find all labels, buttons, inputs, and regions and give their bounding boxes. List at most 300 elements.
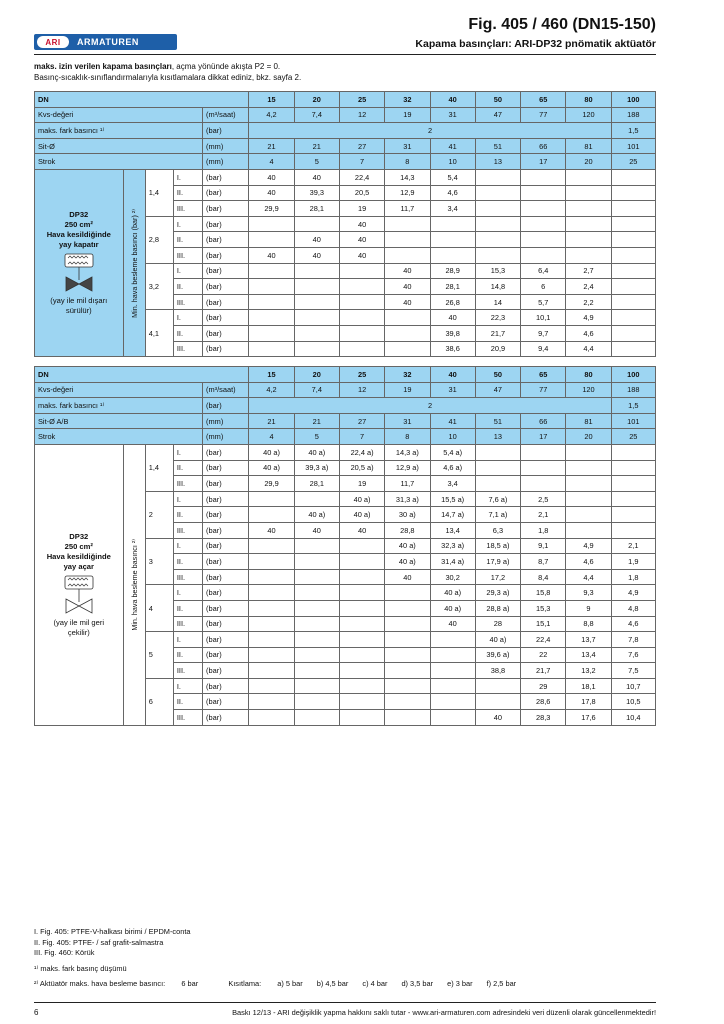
pressure-value: [611, 522, 655, 538]
dn-header-cell: 20: [294, 367, 339, 383]
pressure-value: 4,6: [430, 185, 475, 201]
unit-cell: (bar): [203, 201, 249, 217]
pressure-value: [566, 216, 611, 232]
closing-pressure-table-spring-opens: [34, 366, 656, 726]
spec-span-value: 2: [249, 398, 611, 414]
pressure-value: 15,3: [475, 263, 520, 279]
pressure-value: 28,1: [430, 279, 475, 295]
pressure-value: 6,3: [475, 522, 520, 538]
pressure-value: 28,9: [430, 263, 475, 279]
pressure-value: 28: [475, 616, 520, 632]
pressure-value: 40 a): [475, 632, 520, 648]
pressure-value: 8,8: [566, 616, 611, 632]
pressure-value: [611, 444, 655, 460]
pressure-value: 8,7: [521, 554, 566, 570]
spec-value: 120: [566, 107, 611, 123]
pressure-value: 28,8 a): [475, 600, 520, 616]
pressure-value: [521, 232, 566, 248]
material-code: I.: [173, 678, 202, 694]
pressure-value: 4,6: [611, 616, 655, 632]
pressure-value: [475, 678, 520, 694]
pressure-value: 10,5: [611, 694, 655, 710]
pressure-value: [611, 169, 655, 185]
pressure-value: 40: [430, 616, 475, 632]
pressure-value: [294, 294, 339, 310]
pressure-value: [294, 694, 339, 710]
pressure-value: 7,8: [611, 632, 655, 648]
restriction-item: b) 4,5 bar: [316, 979, 349, 989]
supply-pressure: 5: [145, 632, 173, 679]
unit-cell: (bar): [203, 263, 249, 279]
spec-value: 13: [475, 429, 520, 445]
dn-header-cell: 65: [521, 367, 566, 383]
pressure-value: 40: [249, 169, 294, 185]
pressure-value: [566, 201, 611, 217]
pressure-value: 21,7: [475, 325, 520, 341]
pressure-value: [385, 600, 430, 616]
pressure-value: 40: [249, 185, 294, 201]
spec-value: 81: [566, 138, 611, 154]
pressure-value: 31,3 a): [385, 491, 430, 507]
pressure-value: 29,9: [249, 201, 294, 217]
pressure-value: [249, 554, 294, 570]
spec-value: 31: [430, 382, 475, 398]
spec-value: 81: [566, 413, 611, 429]
spec-value: 4: [249, 154, 294, 170]
pressure-value: 40 a): [430, 585, 475, 601]
pressure-value: [294, 678, 339, 694]
dn-header-cell: 80: [566, 367, 611, 383]
pressure-value: 28,1: [294, 476, 339, 492]
actuator-cell: [35, 444, 124, 725]
dn-header-cell: 20: [294, 92, 339, 108]
pressure-value: [566, 444, 611, 460]
spec-value: 31: [385, 413, 430, 429]
pressure-value: 38,8: [475, 663, 520, 679]
pressure-value: [339, 279, 384, 295]
pressure-value: [294, 600, 339, 616]
pressure-value: 40 a): [385, 538, 430, 554]
footnote-2-value: 6 bar: [181, 979, 199, 989]
ari-logo: [34, 34, 177, 50]
footer-text: Baskı 12/13 - ARI değişiklik yapma hakkını saklı tutar - www.ari-armaturen.com adresindeki veri düzenli olarak güncellenmektedir!: [232, 1008, 656, 1017]
actuator-desc-2: yay açar: [63, 561, 94, 571]
spec-row: [35, 413, 656, 429]
dn-header-cell: 40: [430, 367, 475, 383]
pressure-value: 30,2: [430, 569, 475, 585]
pressure-value: 40: [339, 232, 384, 248]
pressure-value: 9,3: [566, 585, 611, 601]
pressure-value: [430, 216, 475, 232]
spec-unit: (m³/saat): [203, 107, 249, 123]
pressure-value: [249, 341, 294, 357]
pressure-value: 4,9: [566, 538, 611, 554]
pressure-row: [35, 169, 656, 185]
pressure-value: [475, 694, 520, 710]
unit-cell: (bar): [203, 522, 249, 538]
pressure-value: [566, 185, 611, 201]
unit-cell: (bar): [203, 632, 249, 648]
pressure-value: 40: [294, 247, 339, 263]
pressure-value: [249, 663, 294, 679]
unit-cell: (bar): [203, 247, 249, 263]
note-material-3: III. Fig. 460: Körük: [34, 948, 95, 958]
pressure-value: 7,1 a): [475, 507, 520, 523]
material-code: I.: [173, 632, 202, 648]
pressure-value: [385, 678, 430, 694]
pressure-value: [249, 216, 294, 232]
pressure-value: [294, 279, 339, 295]
pressure-value: [385, 632, 430, 648]
pressure-value: [385, 247, 430, 263]
pressure-value: 17,8: [566, 694, 611, 710]
pressure-value: [566, 232, 611, 248]
spec-value: 7,4: [294, 382, 339, 398]
pressure-value: 9,4: [521, 341, 566, 357]
material-code: III.: [173, 663, 202, 679]
valve-spring-closes-icon: [62, 253, 96, 293]
pressure-value: 21,7: [521, 663, 566, 679]
material-code: II.: [173, 325, 202, 341]
spec-unit: (mm): [203, 413, 249, 429]
pressure-value: 14,3 a): [385, 444, 430, 460]
actuator-area: 250 cm²: [64, 541, 93, 551]
spec-value: 47: [475, 382, 520, 398]
pressure-value: [249, 616, 294, 632]
pressure-value: 15,1: [521, 616, 566, 632]
pressure-value: [294, 216, 339, 232]
actuator-note: (yay ile mil geri çekilir): [53, 617, 105, 637]
unit-cell: (bar): [203, 585, 249, 601]
spec-label: Kvs-değeri: [35, 107, 203, 123]
pressure-value: 40 a): [430, 600, 475, 616]
pressure-value: [294, 663, 339, 679]
material-code: I.: [173, 216, 202, 232]
actuator-desc-1: Hava kesildiğinde: [46, 230, 111, 240]
pressure-value: 28,1: [294, 201, 339, 217]
pressure-value: 4,6: [566, 325, 611, 341]
spec-value: 31: [430, 107, 475, 123]
pressure-value: [339, 710, 384, 726]
dn-header-cell: 80: [566, 92, 611, 108]
unit-cell: (bar): [203, 507, 249, 523]
pressure-value: [611, 507, 655, 523]
spec-value: 1,5: [611, 398, 655, 414]
pressure-value: 39,8: [430, 325, 475, 341]
spec-value: 20: [566, 154, 611, 170]
material-code: II.: [173, 185, 202, 201]
spec-value: 21: [249, 138, 294, 154]
unit-cell: (bar): [203, 310, 249, 326]
pressure-value: [385, 325, 430, 341]
pressure-value: 1,8: [611, 569, 655, 585]
pressure-value: 31,4 a): [430, 554, 475, 570]
spec-unit: (mm): [203, 138, 249, 154]
spec-value: 20: [566, 429, 611, 445]
unit-cell: (bar): [203, 491, 249, 507]
pressure-value: [611, 460, 655, 476]
dn-header-cell: 15: [249, 92, 294, 108]
pressure-value: [385, 710, 430, 726]
restriction-item: e) 3 bar: [447, 979, 473, 989]
material-code: II.: [173, 694, 202, 710]
actuator-desc-2: yay kapatır: [58, 240, 99, 250]
unit-cell: (bar): [203, 185, 249, 201]
page-subtitle: Kapama basınçları: ARI-DP32 pnömatik aktüatör: [415, 38, 656, 50]
spec-value: 188: [611, 382, 655, 398]
spec-value: 21: [294, 413, 339, 429]
pressure-value: [430, 694, 475, 710]
pressure-value: 4,9: [566, 310, 611, 326]
pressure-value: [521, 444, 566, 460]
material-code: III.: [173, 569, 202, 585]
pressure-value: 40: [430, 310, 475, 326]
spec-value: 47: [475, 107, 520, 123]
pressure-value: [475, 185, 520, 201]
restriction-item: c) 4 bar: [362, 979, 388, 989]
pressure-value: [294, 569, 339, 585]
spec-span-value: 2: [249, 123, 611, 139]
pressure-value: 3,4: [430, 476, 475, 492]
pressure-value: [249, 694, 294, 710]
pressure-value: [249, 491, 294, 507]
pressure-value: 28,8: [385, 522, 430, 538]
dn-header-cell: 100: [611, 92, 655, 108]
unit-cell: (bar): [203, 444, 249, 460]
spec-label: Strok: [35, 154, 203, 170]
pressure-value: 11,7: [385, 201, 430, 217]
pressure-value: [339, 538, 384, 554]
pressure-value: [611, 491, 655, 507]
pressure-value: 39,6 a): [475, 647, 520, 663]
spec-unit: (m³/saat): [203, 382, 249, 398]
material-code: III.: [173, 341, 202, 357]
spec-row: [35, 123, 656, 139]
pressure-value: 38,6: [430, 341, 475, 357]
actuator-area: 250 cm²: [64, 220, 93, 230]
pressure-value: [385, 310, 430, 326]
pressure-value: 40: [475, 710, 520, 726]
spec-value: 12: [339, 107, 384, 123]
pressure-value: 7,6: [611, 647, 655, 663]
pressure-value: 2,1: [611, 538, 655, 554]
pressure-value: [339, 694, 384, 710]
spec-value: 21: [249, 413, 294, 429]
pressure-value: [294, 341, 339, 357]
pressure-value: 28,3: [521, 710, 566, 726]
unit-cell: (bar): [203, 569, 249, 585]
pressure-value: [249, 279, 294, 295]
intro-line-1: [34, 61, 301, 72]
pressure-value: [611, 476, 655, 492]
spec-value: 101: [611, 413, 655, 429]
pressure-value: [339, 569, 384, 585]
pressure-value: 12,9 a): [385, 460, 430, 476]
spec-value: 77: [521, 382, 566, 398]
spec-label: Sit-Ø A/B: [35, 413, 203, 429]
pressure-value: 4,8: [611, 600, 655, 616]
pressure-value: 32,3 a): [430, 538, 475, 554]
pressure-value: [249, 569, 294, 585]
supply-pressure: 2,8: [145, 216, 173, 263]
pressure-value: [294, 554, 339, 570]
pressure-value: [385, 585, 430, 601]
unit-cell: (bar): [203, 694, 249, 710]
pressure-value: 39,3 a): [294, 460, 339, 476]
pressure-value: [249, 232, 294, 248]
pressure-value: 20,5 a): [339, 460, 384, 476]
pressure-value: 5,4 a): [430, 444, 475, 460]
pressure-value: [611, 247, 655, 263]
pressure-value: 3,4: [430, 201, 475, 217]
pressure-value: 39,3: [294, 185, 339, 201]
pressure-value: [430, 247, 475, 263]
pressure-value: 9,7: [521, 325, 566, 341]
pressure-value: 1,8: [521, 522, 566, 538]
pressure-value: 4,6: [566, 554, 611, 570]
pressure-value: [339, 294, 384, 310]
spec-label: maks. fark basıncı ¹⁾: [35, 123, 203, 139]
intro-line-2: Basınç-sıcaklık-sınıflandırmalarıyla kısıtlamalara dikkat ediniz, bkz. sayfa 2.: [34, 73, 302, 82]
material-code: II.: [173, 232, 202, 248]
pressure-value: [566, 460, 611, 476]
spec-label: Sit-Ø: [35, 138, 203, 154]
pressure-value: 15,3: [521, 600, 566, 616]
pressure-value: [385, 232, 430, 248]
pressure-value: 9,1: [521, 538, 566, 554]
unit-cell: (bar): [203, 663, 249, 679]
pressure-value: [430, 647, 475, 663]
intro-rest: , açma yönünde akışta P2 = 0.: [171, 62, 281, 71]
pressure-value: 40 a): [294, 507, 339, 523]
pressure-value: [249, 325, 294, 341]
pressure-value: [249, 263, 294, 279]
pressure-value: [249, 600, 294, 616]
spec-value: 8: [385, 154, 430, 170]
actuator-note: (yay ile mil dışarı sürülür): [50, 296, 108, 316]
pressure-value: 11,7: [385, 476, 430, 492]
spec-unit: (bar): [203, 123, 249, 139]
unit-cell: (bar): [203, 554, 249, 570]
spec-value: 10: [430, 154, 475, 170]
pressure-value: [294, 538, 339, 554]
pressure-value: [611, 341, 655, 357]
pressure-value: 30 a): [385, 507, 430, 523]
actuator-name: DP32: [69, 210, 89, 220]
unit-cell: (bar): [203, 341, 249, 357]
pressure-value: [294, 585, 339, 601]
pressure-value: 18,5 a): [475, 538, 520, 554]
spec-value: 66: [521, 138, 566, 154]
dn-header-cell: 50: [475, 367, 520, 383]
spec-value: 5: [294, 429, 339, 445]
pressure-value: 40 a): [249, 444, 294, 460]
pressure-value: [521, 460, 566, 476]
spec-value: 41: [430, 138, 475, 154]
pressure-value: 29,3 a): [475, 585, 520, 601]
material-code: I.: [173, 263, 202, 279]
spec-value: 12: [339, 382, 384, 398]
dn-header-row: [35, 92, 656, 108]
pressure-value: 40: [249, 247, 294, 263]
spec-value: 17: [521, 429, 566, 445]
pressure-value: 7,6 a): [475, 491, 520, 507]
pressure-value: [475, 247, 520, 263]
pressure-value: 7,5: [611, 663, 655, 679]
pressure-value: 40: [294, 232, 339, 248]
spec-value: 188: [611, 107, 655, 123]
pressure-value: 22,4: [521, 632, 566, 648]
pressure-value: [475, 476, 520, 492]
material-code: III.: [173, 710, 202, 726]
pressure-value: [294, 263, 339, 279]
material-code: I.: [173, 310, 202, 326]
dn-header-label: DN: [35, 92, 249, 108]
restriction-item: d) 3,5 bar: [401, 979, 434, 989]
pressure-value: 4,6 a): [430, 460, 475, 476]
pressure-value: 5,7: [521, 294, 566, 310]
material-code: II.: [173, 279, 202, 295]
material-code: III.: [173, 616, 202, 632]
pressure-value: 17,6: [566, 710, 611, 726]
pressure-value: [339, 616, 384, 632]
spec-value: 25: [611, 154, 655, 170]
vertical-axis-label: Min. hava besleme basıncı ²⁾: [129, 538, 139, 631]
pressure-value: 20,5: [339, 185, 384, 201]
spec-value: 1,5: [611, 123, 655, 139]
pressure-value: [611, 185, 655, 201]
supply-pressure: 4,1: [145, 310, 173, 357]
pressure-value: [339, 263, 384, 279]
pressure-value: [566, 476, 611, 492]
pressure-value: [475, 444, 520, 460]
pressure-value: [294, 491, 339, 507]
spec-value: 51: [475, 413, 520, 429]
pressure-value: 4,4: [566, 341, 611, 357]
pressure-value: [611, 232, 655, 248]
pressure-value: [611, 201, 655, 217]
vertical-label-cell: [123, 169, 145, 356]
pressure-value: [475, 169, 520, 185]
pressure-value: 20,9: [475, 341, 520, 357]
spec-value: 27: [339, 413, 384, 429]
pressure-value: 40 a): [294, 444, 339, 460]
pressure-value: 2,4: [566, 279, 611, 295]
pressure-value: [294, 710, 339, 726]
unit-cell: (bar): [203, 600, 249, 616]
supply-pressure: 6: [145, 678, 173, 725]
unit-cell: (bar): [203, 460, 249, 476]
pressure-value: [339, 585, 384, 601]
actuator-info: [37, 532, 121, 638]
pressure-value: 2,5: [521, 491, 566, 507]
spec-value: 4,2: [249, 382, 294, 398]
pressure-value: [249, 310, 294, 326]
pressure-value: 8,4: [521, 569, 566, 585]
pressure-value: 12,9: [385, 185, 430, 201]
spec-value: 4,2: [249, 107, 294, 123]
dn-header-cell: 32: [385, 92, 430, 108]
pressure-value: 14: [475, 294, 520, 310]
pressure-value: [249, 710, 294, 726]
pressure-value: 13,4: [430, 522, 475, 538]
pressure-value: [521, 247, 566, 263]
spec-value: 25: [611, 429, 655, 445]
pressure-value: [294, 325, 339, 341]
unit-cell: (bar): [203, 232, 249, 248]
pressure-value: [385, 341, 430, 357]
pressure-value: [294, 616, 339, 632]
